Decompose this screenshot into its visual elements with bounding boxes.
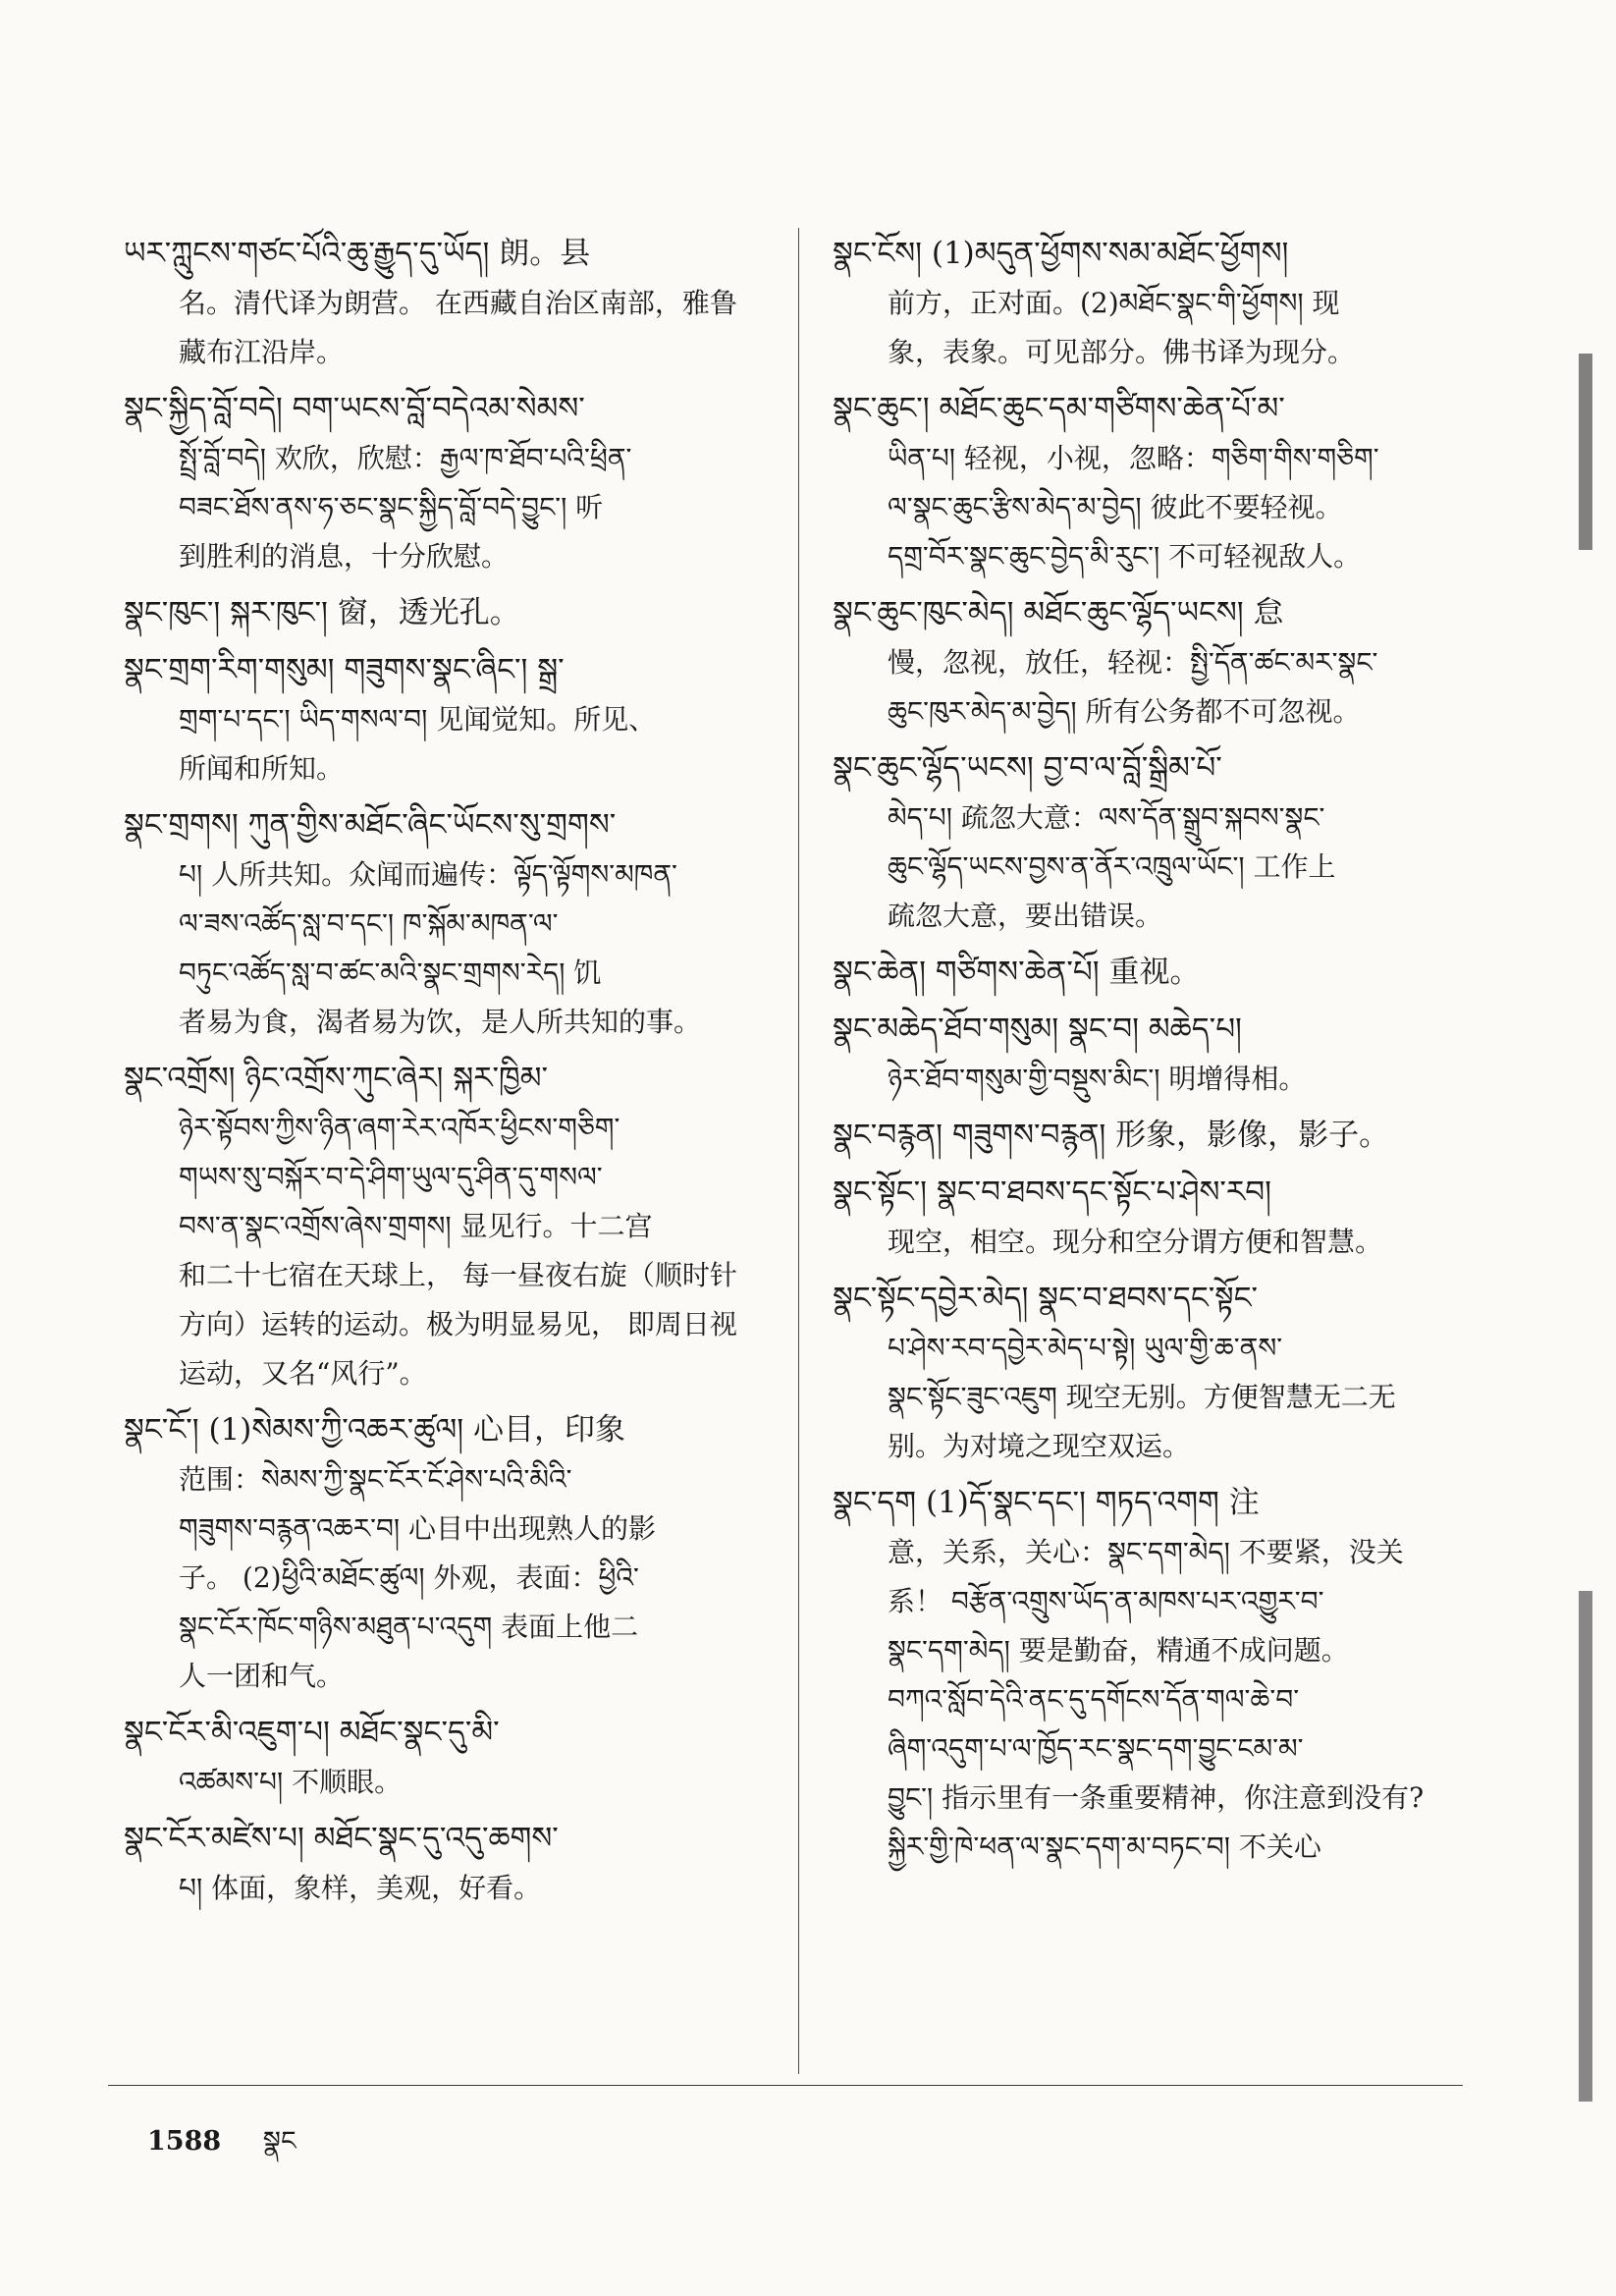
entry-line: བྱུང་། 指示里有一条重要精神，你注意到没有? <box>888 1781 1425 1814</box>
entry-line: སྤྲོ་བློ་བདེ། 欢欣，欣慰：རྒྱལ་ཁ་ཐོབ་པའི་ཕྲིན་ <box>179 442 632 474</box>
entry-line: བཏུང་འཚོད་སླ་བ་ཚང་མའི་སྣང་གྲགས་རེད། 饥 <box>179 957 602 989</box>
dictionary-entry <box>124 1404 767 1701</box>
dictionary-entry <box>124 644 767 793</box>
dictionary-entry <box>124 1707 767 1807</box>
entry-line: པ་ཤེས་རབ་དབྱེར་མེད་པ་སྟེ། ཡུལ་གྱི་ཆ་ནས་ <box>888 1332 1283 1364</box>
dictionary-entry <box>833 228 1461 377</box>
entry-line: ཞིག་འདུག་པ་ལ་ཁྱོད་རང་སྣང་དག་བྱུང་ངམ་མ་ <box>888 1732 1304 1765</box>
entry-line: དགྲ་བོར་སྣང་ཆུང་བྱེད་མི་རུང་། 不可轻视敌人。 <box>888 540 1362 573</box>
dictionary-entry <box>833 1004 1461 1104</box>
entry-headline: སྣང་ངོ་། (1)སེམས་ཀྱི་འཆར་ཚུལ། 心目，印象 <box>124 1412 626 1448</box>
left-column <box>124 228 767 1919</box>
entry-headline: སྣང་བརྙན། གཟུགས་བརྙན། 形象，影像，影子。 <box>833 1118 1390 1153</box>
entry-line: 疏忽大意，要出错误。 <box>888 900 1163 932</box>
entry-line: 现空，相空。现分和空分谓方便和智慧。 <box>888 1226 1383 1258</box>
dictionary-entry <box>833 1167 1461 1267</box>
entry-line: སྣང་ངོར་ཁོང་གཉིས་མཐུན་པ་འདུག 表面上他二 <box>179 1611 639 1643</box>
entry-line: ཆུང་ཁུར་མེད་མ་བྱེད། 所有公务都不可忽视。 <box>888 695 1361 728</box>
dictionary-entry <box>124 587 767 638</box>
entry-line: 象，表象。可见部分。佛书译为现分。 <box>888 336 1356 368</box>
entry-line: 前方，正对面。(2)མཐོང་སྣང་གི་ཕྱོགས། 现 <box>888 287 1340 319</box>
entry-line: ལ་ཟས་འཚོད་སླ་བ་དང་། ཁ་སྐོམ་མཁན་ལ་ <box>179 907 559 940</box>
entry-line: 藏布江沿岸。 <box>179 336 345 368</box>
entry-line: སྣང་དག་མེད། 要是勤奋，精通不成问题。 <box>888 1634 1349 1667</box>
entry-headline: སྣང་སྟོང་། སྣང་བ་ཐབས་དང་སྟོང་པ་ཤེས་རབ། <box>833 1175 1271 1210</box>
scan-edge-mark <box>1579 354 1592 550</box>
dictionary-entry <box>124 228 767 377</box>
dictionary-entry <box>124 799 767 1047</box>
entry-line: 慢，忽视，放任，轻视：སྤྱི་དོན་ཚང་མར་སྣང་ <box>888 646 1378 679</box>
dictionary-entry <box>833 1477 1461 1872</box>
entry-line: གཡས་སུ་བསྐོར་བ་དེ་ཤིག་ཡུལ་དུ་ཤིན་དུ་གསལ་ <box>179 1161 603 1193</box>
page-footer <box>147 2111 296 2186</box>
entry-line: བས་ན་སྣང་འགྲོས་ཞེས་གྲགས། 显见行。十二宫 <box>179 1210 653 1242</box>
entry-line: མེད་པ། 疏忽大意：ལས་དོན་སྒྲུབ་སྐབས་སྣང་ <box>888 801 1325 834</box>
entry-line: 别。为对境之现空双运。 <box>888 1430 1191 1462</box>
entry-line: 人一团和气。 <box>179 1660 345 1692</box>
dictionary-entry <box>124 383 767 581</box>
entry-line: 所闻和所知。 <box>179 752 345 785</box>
entry-headline: སྣང་ངོར་མི་འཇུག་པ། མཐོང་སྣང་དུ་མི་ <box>124 1715 500 1750</box>
entry-headline: སྣང་ངོས། (1)མདུན་ཕྱོགས་སམ་མཐོང་ཕྱོགས། <box>833 236 1289 271</box>
dictionary-entry <box>833 1273 1461 1471</box>
entry-line: གཟུགས་བརྙན་འཆར་བ། 心目中出现熟人的影 <box>179 1512 657 1545</box>
entry-line: འཚམས་པ། 不顺眼。 <box>179 1766 403 1798</box>
entry-line: བཟང་ཐོས་ནས་ཧ་ཅང་སྣང་སྐྱིད་བློ་བདེ་བྱུང་། 听 <box>179 491 604 523</box>
entry-headline: སྣང་ཆུང་ཁུང་མེད། མཐོང་ཆུང་ལྷོད་ཡངས། 怠 <box>833 595 1284 630</box>
entry-line: 到胜利的消息，十分欣慰。 <box>179 540 510 573</box>
entry-line: 名。清代译为朗营。 在西藏自治区南部，雅鲁 <box>179 287 737 319</box>
scan-edge-mark <box>1579 1591 1592 2102</box>
footer-rule <box>108 2085 1463 2086</box>
entry-headline: སྣང་སྟོང་དབྱེར་མེད། སྣང་བ་ཐབས་དང་སྟོང་ <box>833 1281 1259 1316</box>
entry-line: བཀའ་སློབ་དེའི་ནང་དུ་དགོངས་དོན་གལ་ཆེ་བ་ <box>888 1683 1300 1716</box>
entry-line: པ། 体面，象样，美观，好看。 <box>179 1872 542 1904</box>
entry-line: གྲག་པ་དང་། ཡིད་གསལ་བ། 见闻觉知。所见、 <box>179 703 657 736</box>
dictionary-entry <box>833 383 1461 581</box>
entry-line: 意，关系，关心：སྣང་དག་མེད། 不要紧，没关 <box>888 1536 1404 1568</box>
entry-line: 范围：སེམས་ཀྱི་སྣང་ངོར་ངོ་ཤེས་པའི་མིའི་ <box>179 1463 572 1496</box>
entry-headline: སྣང་གྲགས། ཀུན་གྱིས་མཐོང་ཞིང་ཡོངས་སུ་གྲགས་ <box>124 807 617 843</box>
entry-headline: ཡར་ཀླུངས་གཙང་པོའི་ཆུ་རྒྱུད་དུ་ཡོད། 朗。县 <box>124 236 591 271</box>
entry-line: ལ་སྣང་ཆུང་རྩིས་མེད་མ་བྱེད། 彼此不要轻视。 <box>888 491 1343 523</box>
entry-line: ཉེར་ཐོབ་གསུམ་གྱི་བསྡུས་མིང་། 明增得相。 <box>888 1063 1307 1095</box>
entry-headline: སྣང་ཁུང་། སྐར་ཁུང་། 窗，透光孔。 <box>124 595 520 630</box>
entry-line: སྣང་སྟོང་ཟུང་འཇུག 现空无别。方便智慧无二无 <box>888 1381 1396 1413</box>
column-divider <box>798 228 799 2074</box>
entry-headline: སྣང་སྐྱིད་བློ་བདེ། བག་ཡངས་བློ་བདེའམ་སེམས་ <box>124 391 585 426</box>
page-number: 1588 <box>147 2126 222 2157</box>
right-column <box>833 228 1461 1878</box>
entry-headline: སྣང་ཆེན། གཙིགས་ཆེན་པོ། 重视。 <box>833 955 1201 990</box>
dictionary-entry <box>833 742 1461 941</box>
entry-headline: སྣང་གྲག་རིག་གསུམ། གཟུགས་སྣང་ཞིང་། སྒྲ་ <box>124 652 565 687</box>
entry-headline: སྣང་ཆུང་། མཐོང་ཆུང་དམ་གཙིགས་ཆེན་པོ་མ་ <box>833 391 1285 426</box>
entry-line: ཉེར་སྟོབས་ཀྱིས་ཉིན་ཞག་རེར་འཁོར་ཕྱིངས་གཅིག་ <box>179 1112 620 1144</box>
entry-line: པ། 人所共知。众闻而遍传：ལྟོད་ལྟོགས་མཁན་ <box>179 858 677 891</box>
entry-line: ཆུང་ལྷོད་ཡངས་བྱས་ན་ནོར་འཁྲུལ་ཡོང་། 工作上 <box>888 850 1336 883</box>
entry-headline: སྣང་ངོར་མཛེས་པ། མཐོང་སྣང་དུ་འདུ་ཆགས་ <box>124 1821 559 1856</box>
entry-headline: སྣང་འགྲོས། ཉིང་འགྲོས་ཀུང་ཞེར། སྐར་ཁྱིམ་ <box>124 1061 549 1096</box>
entry-line: 系！ བརྩོན་འགྲུས་ཡོད་ན་མཁས་པར་འགྱུར་བ་ <box>888 1585 1324 1617</box>
entry-line: 运动，又名“风行”。 <box>179 1357 427 1390</box>
dictionary-entry <box>833 587 1461 737</box>
dictionary-entry <box>124 1813 767 1913</box>
entry-line: 者易为食，渴者易为饮，是人所共知的事。 <box>179 1006 702 1038</box>
entry-headline: སྣང་ཆུང་ལྷོད་ཡངས། བྱ་བ་ལ་བློ་སྒྲིམ་པོ་ <box>833 750 1222 786</box>
dictionary-entry <box>833 1110 1461 1161</box>
entry-line: སྐྱིར་གྱི་ཁེ་ཕན་ལ་སྣང་དག་མ་བཏང་བ། 不关心 <box>888 1831 1321 1863</box>
dictionary-entry <box>124 1053 767 1398</box>
entry-line: ཡིན་པ། 轻视，小视，忽略：གཅིག་གིས་གཅིག་ <box>888 442 1379 474</box>
entry-headline: སྣང་མཆེད་ཐོབ་གསུམ། སྣང་བ། མཆེད་པ། <box>833 1011 1242 1047</box>
entry-headline: སྣང་དག (1)དོ་སྣང་དང་། གཏད་འགག 注 <box>833 1485 1260 1520</box>
entry-line: 方向）运转的运动。极为明显易见， 即周日视 <box>179 1308 737 1340</box>
entry-line: 和二十七宿在天球上， 每一昼夜右旋（顺时针 <box>179 1259 737 1291</box>
entry-line: 子。 (2)ཕྱིའི་མཐོང་ཚུལ། 外观，表面：ཕྱིའི་ <box>179 1561 639 1594</box>
dictionary-entry <box>833 947 1461 998</box>
running-head: སྣང <box>262 2126 296 2157</box>
